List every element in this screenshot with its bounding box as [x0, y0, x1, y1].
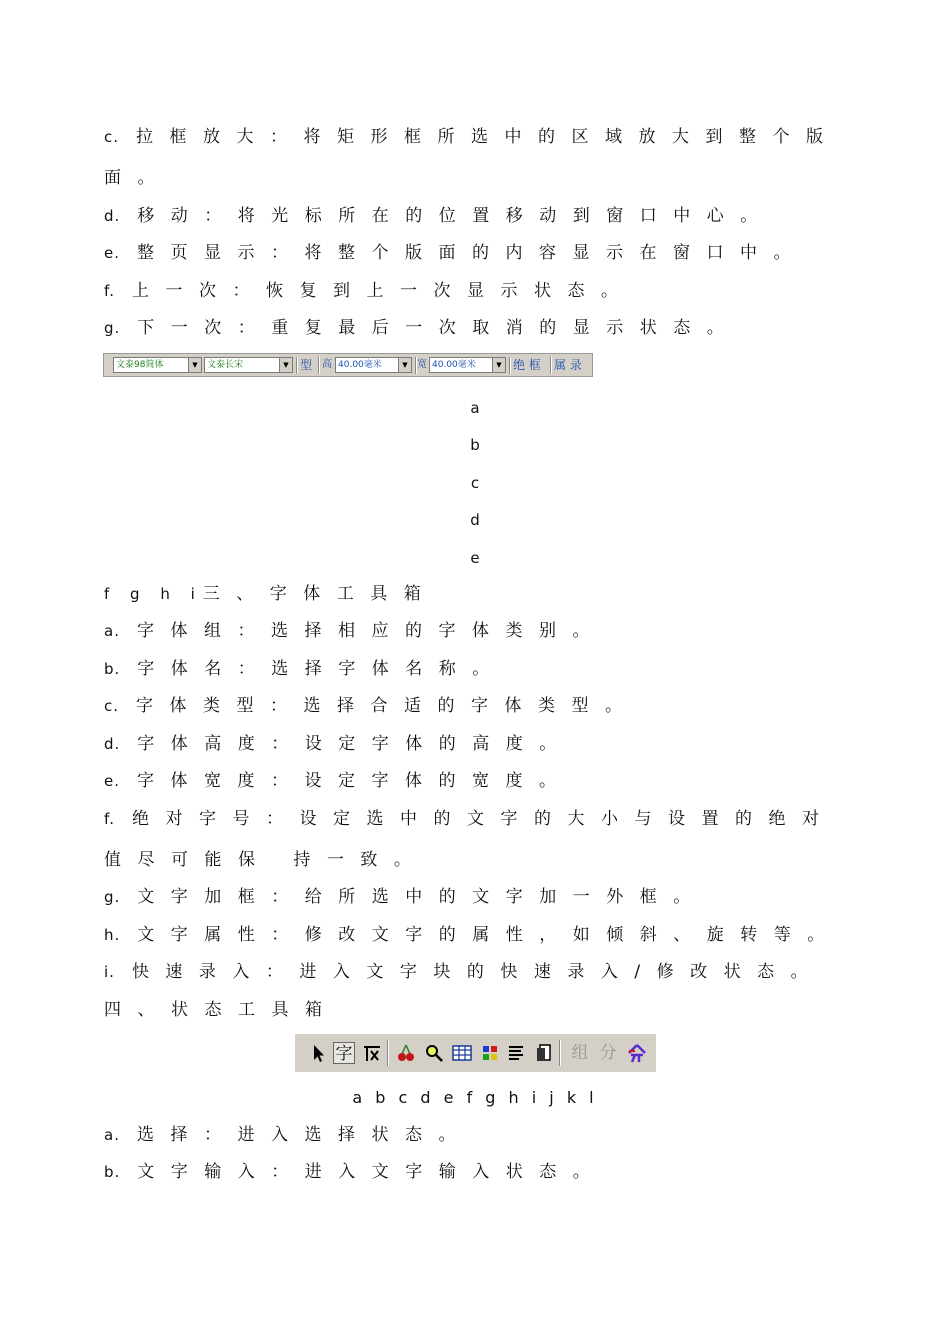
state-toolbar	[295, 1034, 656, 1072]
section3-line-f: f. 绝对字号：设定选中的文字的大小与设置的绝对	[104, 809, 836, 829]
zoom-tool-button[interactable]	[423, 1042, 445, 1064]
font-type-button[interactable]: 型	[300, 358, 313, 372]
font-toolbar	[103, 353, 593, 377]
toolbar-separator	[509, 357, 511, 374]
layer-icon	[533, 1042, 555, 1064]
section3-line-e: e. 字体宽度：设定字体的宽度。	[104, 771, 573, 791]
body-line-c-cont: 面。	[104, 168, 171, 188]
section3-line-c: c. 字体类型：选择合适的字体类型。	[104, 696, 639, 716]
section3-line-b: b. 字体名：选择字体名称。	[104, 659, 506, 679]
body-line-d: d. 移动：将光标所在的位置移动到窗口中心。	[104, 206, 774, 226]
callout-letter: c	[470, 474, 480, 492]
font-name-select[interactable]: 文泰长宋 ▼	[204, 357, 293, 373]
section3-line-h: h. 文字属性：修改文字的属性，如倾斜、旋转等。	[104, 925, 841, 945]
section3-line-f-cont: 值尽可能保 持一致。	[104, 850, 428, 870]
arrow-cursor-icon	[307, 1042, 329, 1064]
attribute-quick-entry-button[interactable]: 属 录	[554, 358, 582, 372]
height-label: 高	[322, 359, 332, 370]
toolbar-separator	[559, 1040, 561, 1066]
toolbar-separator	[550, 357, 552, 374]
select-tool-button[interactable]	[307, 1042, 329, 1064]
section3-line-i: i. 快速录入：进入文字块的快速录入/修改状态。	[104, 962, 825, 982]
group-button[interactable]: 组	[571, 1043, 589, 1063]
font-height-select[interactable]: 40.00毫米 ▼	[335, 357, 412, 373]
color-grid-icon	[479, 1042, 501, 1064]
width-label: 宽	[417, 359, 427, 370]
text-block-tool-button[interactable]	[361, 1042, 383, 1064]
callout-letter: a	[470, 399, 480, 417]
magnifier-icon	[423, 1042, 445, 1064]
callout-letter: d	[470, 511, 480, 529]
color-tool-button[interactable]	[479, 1042, 501, 1064]
align-tool-button[interactable]	[505, 1042, 527, 1064]
cherry-icon	[395, 1042, 417, 1064]
graphic-tool-button[interactable]	[395, 1042, 417, 1064]
chevron-down-icon: ▼	[492, 358, 505, 372]
chevron-down-icon: ▼	[398, 358, 411, 372]
body-line-c: c. 拉框放大：将矩形框所选中的区域放大到整个版	[104, 127, 840, 147]
text-input-tool-button[interactable]: 字	[333, 1042, 355, 1064]
split-button[interactable]: 分	[599, 1043, 617, 1063]
layer-tool-button[interactable]	[533, 1042, 555, 1064]
body-line-f: f. 上一次：恢复到上一次显示状态。	[104, 281, 635, 301]
body-line-g: g. 下一次：重复最后一次取消的显示状态。	[104, 318, 741, 338]
text-block-icon	[361, 1042, 383, 1064]
callout-letter: e	[470, 549, 480, 567]
section4-line-b: b. 文字输入：进入文字输入状态。	[104, 1162, 607, 1182]
state-toolbar-callout-letters: a b c d e f g h i j k l	[352, 1088, 598, 1107]
split-group-icon	[625, 1042, 649, 1064]
section4-line-a: a. 选择：进入选择状态。	[104, 1125, 472, 1145]
font-width-select[interactable]: 40.00毫米 ▼	[429, 357, 506, 373]
table-tool-button[interactable]	[451, 1042, 473, 1064]
split-group-button[interactable]	[625, 1042, 647, 1064]
chevron-down-icon: ▼	[188, 358, 201, 372]
body-line-e: e. 整页显示：将整个版面的内容显示在窗口中。	[104, 243, 807, 263]
font-group-select[interactable]: 文泰98简体 ▼	[113, 357, 202, 373]
toolbar-separator	[318, 357, 320, 374]
section3-line-a: a. 字体组：选择相应的字体类别。	[104, 621, 606, 641]
text-align-icon	[505, 1042, 527, 1064]
toolbar-separator	[387, 1040, 389, 1066]
section3-line-g: g. 文字加框：给所选中的文字加一外框。	[104, 887, 707, 907]
chevron-down-icon: ▼	[279, 358, 292, 372]
table-icon	[451, 1042, 473, 1064]
section3-line-d: d. 字体高度：设定字体的高度。	[104, 734, 573, 754]
section-title-state-toolbox: 四、状态工具箱	[104, 1000, 339, 1020]
section-title-font-toolbox: f g h i三、字体工具箱	[104, 584, 438, 604]
callout-letter: b	[470, 436, 480, 454]
toolbar-separator	[296, 357, 298, 374]
absolute-size-frame-button[interactable]: 绝 框	[513, 358, 541, 372]
